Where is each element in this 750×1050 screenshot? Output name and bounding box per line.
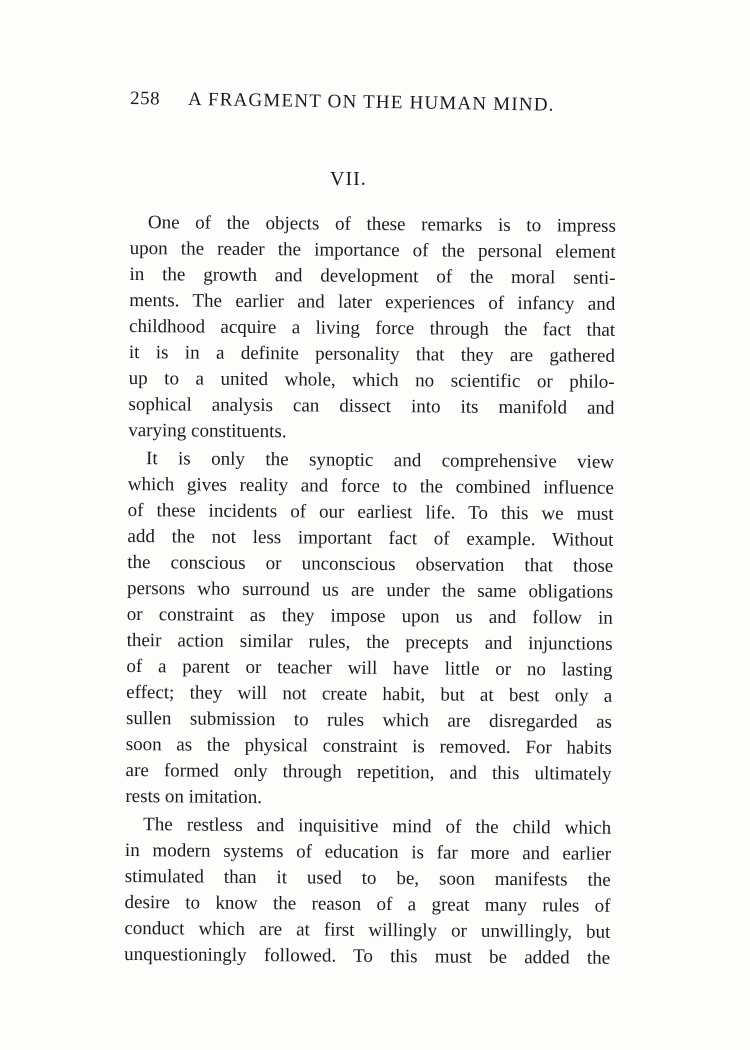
text-line: or constraint as they impose upon us and follow in	[126, 603, 613, 629]
text-line: up to a united whole, which no scientific or philo-	[128, 367, 615, 393]
text-line: of a parent or teacher will have little or no lasting	[126, 655, 613, 681]
text-line: persons who surround us are under the same obligations	[126, 577, 614, 603]
text-line: soon as the physical constraint is removed. For habits	[125, 733, 612, 759]
text-line: desire to know the reason of a great many rules of	[124, 891, 611, 917]
page-header	[130, 88, 575, 129]
text-line: sullen submission to rules which are disregarded as	[125, 707, 613, 733]
paragraph-2	[125, 446, 614, 814]
running-title: A FRAGMENT ON THE HUMAN MIND.	[187, 88, 555, 116]
text-line: One of the objects of these remarks is to impress	[147, 212, 616, 237]
text-line: which gives reality and force to the combined influence	[127, 473, 614, 499]
body-text	[124, 210, 616, 972]
text-line: ments. The earlier and later experiences of infancy and	[129, 289, 616, 315]
text-line: conduct which are at first willingly or unwillingly, but	[124, 917, 611, 943]
section-heading: VII.	[330, 168, 367, 190]
page-number: 258	[129, 88, 161, 110]
text-line: varying constituents.	[128, 419, 287, 443]
text-line: their action similar rules, the precepts and injunctions	[126, 629, 613, 655]
text-line: rests on imitation.	[125, 785, 263, 809]
text-line: childhood acquire a living force through the fact that	[129, 315, 616, 341]
text-line: in the growth and development of the moral senti-	[129, 263, 616, 289]
text-line: of these incidents of our earliest life. To this we must	[127, 499, 614, 525]
paragraph-3	[124, 812, 611, 972]
text-line: stimulated than it used to be, soon manifests the	[124, 865, 611, 891]
text-line: The restless and inquisitive mind of the child which	[143, 814, 612, 839]
text-line: sophical analysis can dissect into its manifold and	[128, 393, 615, 419]
text-line: add the not less important fact of example. Without	[127, 525, 614, 551]
text-line: It is only the synoptic and comprehensive view	[145, 448, 615, 473]
text-line: effect; they will not create habit, but at best only a	[126, 681, 613, 707]
text-line: are formed only through repetition, and this ultimately	[125, 759, 612, 785]
text-line: unquestioningly followed. To this must be added the	[124, 943, 611, 969]
text-line: in modern systems of education is far more and earlier	[124, 839, 612, 865]
text-line: upon the reader the importance of the personal element	[129, 237, 616, 263]
text-line: the conscious or unconscious observation that those	[127, 551, 614, 577]
text-line: it is in a definite personality that they are gathered	[128, 341, 615, 367]
paragraph-1	[128, 210, 616, 448]
